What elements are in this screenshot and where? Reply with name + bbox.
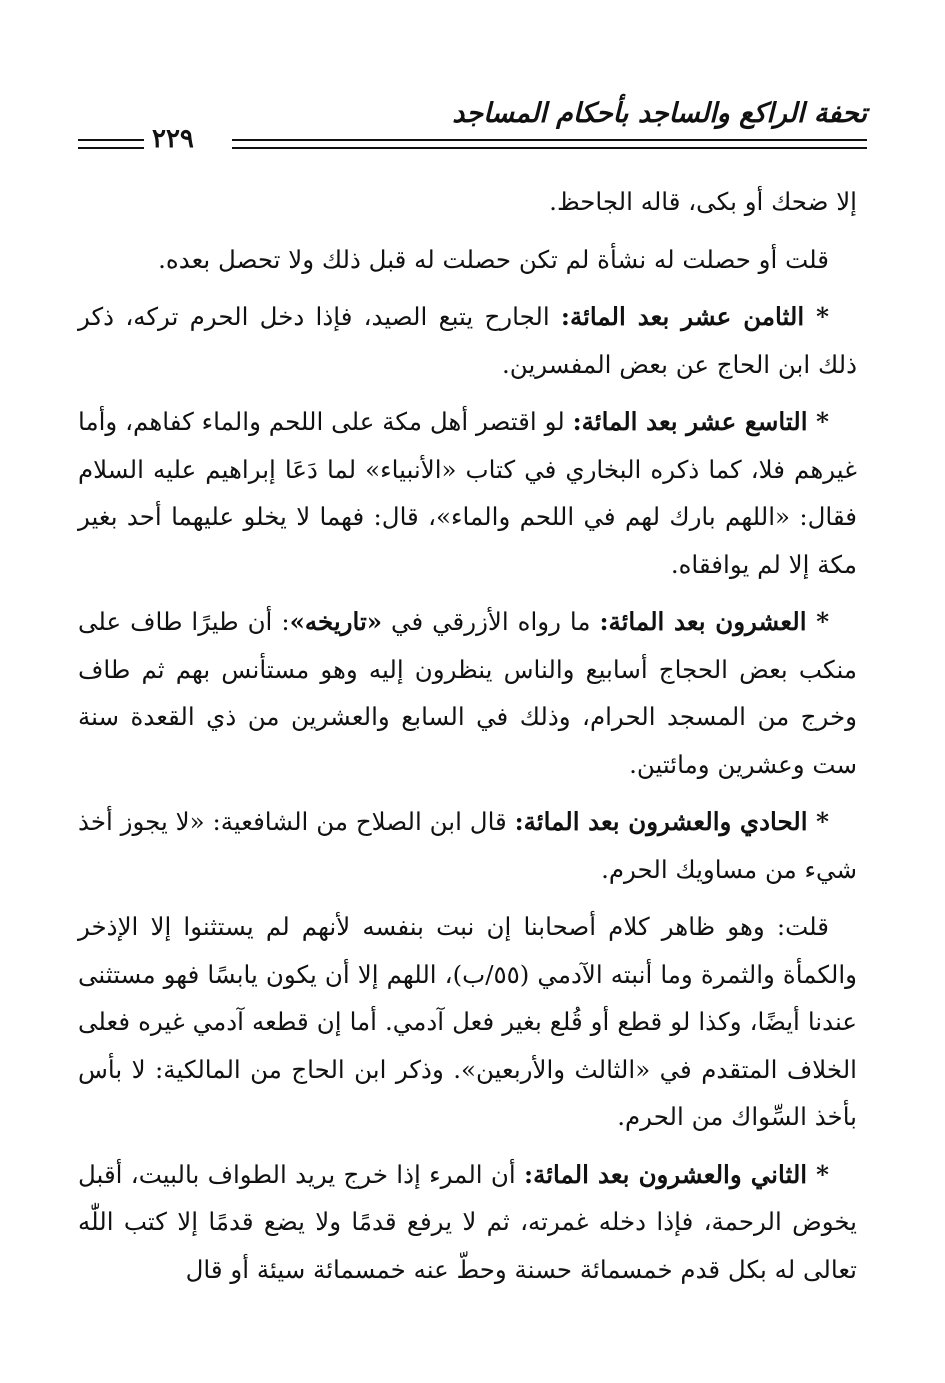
- section-heading: * الحادي والعشرون بعد المائة:: [514, 807, 829, 836]
- paragraph-text: ما رواه الأزرقي في: [382, 607, 600, 636]
- paragraph-4: [78, 398, 857, 588]
- paragraph-text: أن المرء إذا خرج يريد الطواف بالبيت، أقبل يخوض الرحمة، فإذا دخله غمرته، ثم لا يرفع قدمًا ولا يضع قدمًا إلا كتب اللّٰه تعالى له بكل قدم خمسمائة حسنة وحطّ عنه خمسمائة سيئة أو قال: [78, 1159, 857, 1284]
- paragraph-8: [78, 1151, 857, 1294]
- paragraph-text: : أن طيرًا طاف على منكب بعض الحجاج أسابيع والناس ينظرون إليه وهو مستأنس بهم ثم طاف وخرج من المسجد الحرام، وذلك في السابع والعشرين من ذي القعدة سنة ست وعشرين ومائتين.: [78, 607, 857, 779]
- paragraph-7: قلت: وهو ظاهر كلام أصحابنا إن نبت بنفسه لأنهم لم يستثنوا إلا الإذخر والكمأة والثمرة وما أنبته الآدمي (٥٥/ب)، اللهم إلا أن يكون يابسًا فهو مستثنى عندنا أيضًا، وكذا لو قطع أو قُلع بغير فعل آدمي. أما إن قطعه آدمي غيره فعلى الخلاف المتقدم في «الثالث والأربعين». وذكر ابن الحاج من المالكية: لا بأس بأخذ السِّواك من الحرم.: [78, 912, 857, 1131]
- header-rule-right: [232, 139, 867, 149]
- paragraph-5: [78, 598, 857, 788]
- book-title: تحفة الراكع والساجد بأحكام المساجد: [452, 98, 867, 129]
- header-rule-left: [78, 139, 144, 149]
- paragraph-6: [78, 798, 857, 893]
- section-heading: * الثامن عشر بعد المائة:: [560, 302, 829, 331]
- paragraph-2: قلت أو حصلت له نشأة لم تكن حصلت له قبل ذلك ولا تحصل بعده.: [158, 244, 829, 274]
- section-heading: * الثاني والعشرون بعد المائة:: [524, 1159, 829, 1189]
- page-number: ٢٢٩: [152, 124, 194, 154]
- paragraph-1: إلا ضحك أو بكى، قاله الجاحظ.: [549, 187, 857, 216]
- section-heading: * التاسع عشر بعد المائة:: [572, 407, 829, 436]
- page-body: [78, 178, 857, 1303]
- section-heading: * العشرون بعد المائة:: [599, 607, 830, 636]
- paragraph-3: [78, 293, 857, 388]
- running-header: [78, 92, 867, 160]
- paragraph-text: الجارح يتبع الصيد، فإذا دخل الحرم تركه، ذكر ذلك ابن الحاج عن بعض المفسرين.: [78, 302, 857, 379]
- paragraph-text: قال ابن الصلاح من الشافعية: «لا يجوز أخذ شيء من مساويك الحرم.: [78, 807, 857, 884]
- paragraph-text: لو اقتصر أهل مكة على اللحم والماء كفاهم، وأما غيرهم فلا، كما ذكره البخاري في كتاب «الأنبياء» لما دَعَا إبراهيم عليه السلام فقال: «اللهم بارك لهم في اللحم والماء»، قال: فهما لا يخلو عليهما أحد بغير مكة إلا لم يوافقاه.: [78, 407, 857, 579]
- book-reference: «تاريخه»: [289, 607, 383, 636]
